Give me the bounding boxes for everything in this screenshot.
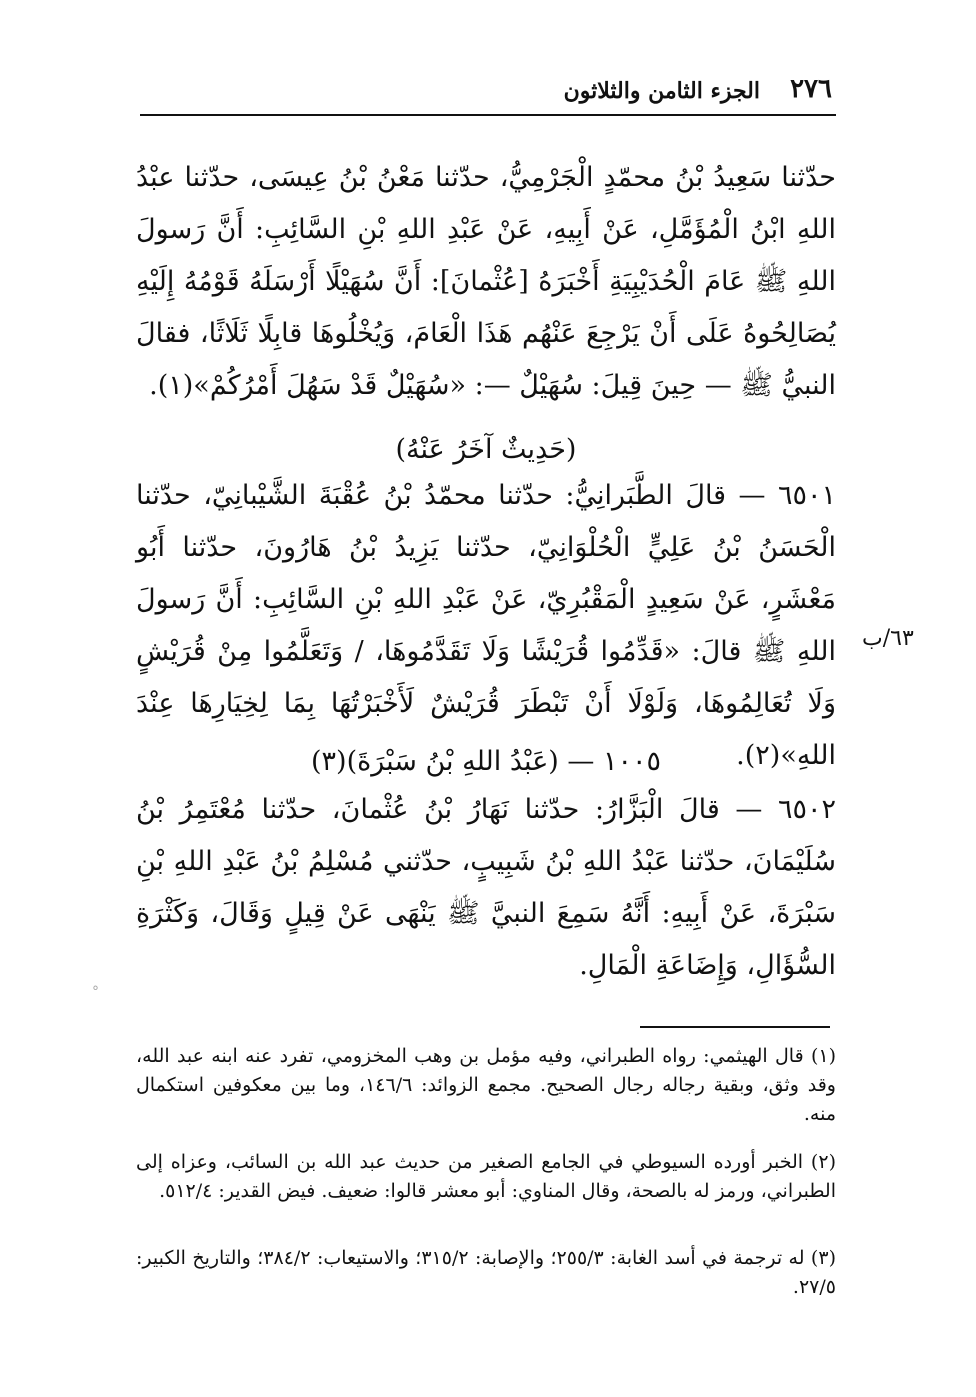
section-heading-another-hadith: (حَدِيثٌ آخَرُ عَنْهُ)	[395, 434, 577, 465]
hadith-paragraph-6501: ٦٥٠١ — قالَ الطَّبَرانِيُّ: حدّثنا محمّدُ بْنُ عُقْبَةَ الشَّيْبانِيّ، حدّثنا الْحَسَنُ بْنُ عَلِيٍّ الْحُلْوَانِيّ، حدّثنا يَزِيدُ بْنُ هَارُونَ، حدّثنا أَبُو مَعْشَرٍ، عَنْ سَعِيدٍ الْمَقْبُرِيّ، عَنْ عَبْدِ اللهِ بْنِ السَّائِبِ: أَنَّ رَسولَ اللهِ ﷺ قالَ: «قَدِّمُوا قُرَيْشًا وَلَا تَقَدَّمُوهَا، / وَتَعَلَّمُوا مِنْ قُرَيْشٍ وَلَا تُعَالِمُوهَا، وَلَوْلَا أَنْ تَبْطَرَ قُرَيْشٌ لَأَخْبَرْتُهَا بِمَا لِخِيَارِهَا عِنْدَ اللهِ»(٢).	[136, 480, 836, 771]
footnote-3: (٣) له ترجمة في أسد الغابة: ٢٥٥/٣؛ والإصابة: ٣١٥/٢؛ والاستيعاب: ٣٨٤/٢؛ والتاريخ الكبير: ٢٧/٥.	[136, 1247, 836, 1298]
page-number: ٢٧٦	[790, 74, 832, 104]
footnote-1: (١) قال الهيثمي: رواه الطبراني، وفيه مؤمل بن وهب المخزومي، تفرد عنه ابنه عبد الله، وقد وثق، وبقية رجاله رجال الصحيح. مجمع الزوائد: ١٤٦/٦، وما بين معكوفين استكمال منه.	[136, 1045, 836, 1125]
footnote-2: (٢) الخبر أورده السيوطي في الجامع الصغير من حديث عبد الله بن السائب، وعزاه إلى الطبراني، ورمز له بالصحة، وقال المناوي: أبو معشر قالوا: ضعيف. فيض القدير: ٥١٢/٤.	[136, 1151, 836, 1202]
part-title: الجزء الثامن والثلاثون	[563, 78, 760, 104]
manuscript-folio-note: ٦٣/ب	[862, 626, 914, 651]
running-header	[140, 70, 836, 116]
stray-mark: °	[92, 984, 99, 1000]
hadith-paragraph-1: حدّثنا سَعِيدُ بْنُ محمّدٍ الْجَرْمِيُّ، حدّثنا مَعْنُ بْنُ عِيسَى، حدّثنا عبْدُ اللهِ ابْنُ الْمُؤَمَّلِ، عَنْ أَبِيهِ، عَنْ عَبْدِ اللهِ بْنِ السَّائِبِ: أَنَّ رَسولَ اللهِ ﷺ عَامَ الْحُدَيْبِيَةِ أَخْبَرَهُ [عُثْمانَ]: أَنَّ سُهَيْلًا أَرْسَلَهُ قَوْمُهُ إِلَيْهِ يُصَالِحُوهُ عَلَى أَنْ يَرْجِعَ عَنْهُم هَذَا الْعَامَ، وَيُخْلُوهَا قابِلًا ثَلَاثًا، فقالَ النبيُّ ﷺ — حِينَ قِيلَ: سُهَيْلٌ —: «سُهَيْلٌ قَدْ سَهُلَ أَمْرُكُمْ»(١).	[136, 162, 836, 401]
chapter-heading-1005: ١٠٠٥ — (عَبْدُ اللهِ بْنُ سَبْرَةَ)(٣)	[310, 746, 662, 777]
hadith-paragraph-6502: ٦٥٠٢ — قالَ الْبَزَّارُ: حدّثنا نَهَارُ بْنُ عُثْمانَ، حدّثنا مُعْتَمِرُ بْنُ سُلَيْمَانَ، حدّثنا عَبْدُ اللهِ بْنُ شَبِيبٍ، حدّثني مُسْلِمُ بْنُ عَبْدِ اللهِ بْنِ سَبْرَةَ، عَنْ أَبِيهِ: أَنَّهُ سَمِعَ النبيَّ ﷺ يَنْهَى عَنْ قِيلٍ وَقَالَ، وَكَثْرَةِ السُّؤَالِ، وَإِضَاعَةِ الْمَالِ.	[136, 794, 836, 981]
footnote-separator	[640, 1026, 830, 1028]
